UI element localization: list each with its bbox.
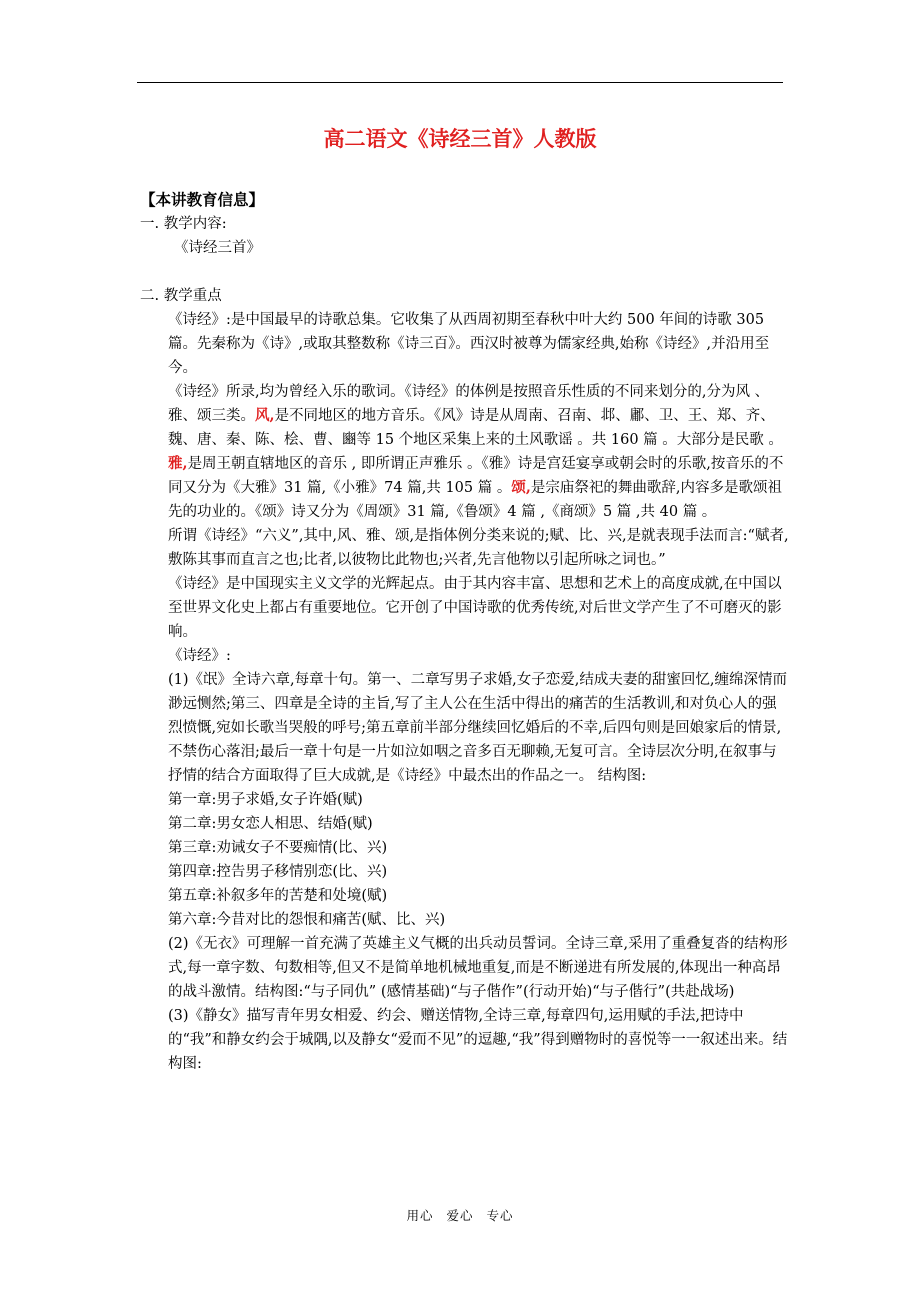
- part1-heading: 一. 教学内容:: [140, 216, 227, 232]
- page-title: 高二语文《诗经三首》人教版: [323, 126, 597, 151]
- paragraph-mang: (1)《氓》全诗六章,每章十句。第一、二章写男子求婚,女子恋爱,结成夫妻的甜蜜回忆,缠绵深情而渺远恻然;第三、四章是全诗的主旨,写了主人公在生活中得出的痛苦的生活教训,和对负心人的强烈愤慨,宛如长歌当哭般的呼号;第五章前半部分继续回忆婚后的不幸,后四句则是回娘家后的情景,不禁伤心落泪;最后一章十句是一片如泣如咽之音多百无聊赖,无复可言。全诗层次分明,在叙事与抒情的结合方面取得了巨大成就,是《诗经》中最杰出的作品之一。 结构图:: [168, 672, 787, 784]
- chapter-item: 第六章:今昔对比的怨恨和痛苦(赋、比、兴): [168, 912, 446, 928]
- chapter-item: 第四章:控告男子移情别恋(比、兴): [168, 864, 388, 880]
- feng-label: 风,: [255, 407, 275, 424]
- classification-text-b: 是不同地区的地方音乐。《风》诗是从周南、召南、邶、鄘、卫、王、郑、齐、魏、唐、秦、陈、桧、曹、豳等 15 个地区采集上来的土风歌谣 。共 160 篇 。大部分是民歌 。: [168, 408, 783, 448]
- document-body: [140, 188, 790, 1076]
- song-label: 颂,: [511, 479, 531, 496]
- classification-text-c: 是周王朝直辖地区的音乐 , 即所谓正声雅乐 。《雅》诗是宫廷宴享或朝会时的乐歌,按音乐的不同又分为《大雅》31 篇,《小雅》74 篇,共 105 篇 。: [168, 456, 784, 496]
- paragraph-intro: 《诗经》:是中国最早的诗歌总集。它收集了从西周初期至春秋中叶大约 500 年间的诗歌 305 篇。先秦称为《诗》,或取其整数称《诗三百》。西汉时被尊为儒家经典,始称《诗经》,并沿用至今。: [168, 312, 770, 376]
- paragraph-significance: 《诗经》是中国现实主义文学的光辉起点。由于其内容丰富、思想和艺术上的高度成就,在中国以至世界文化史上都占有重要地位。它开创了中国诗歌的优秀传统,对后世文学产生了不可磨灭的影响。: [168, 576, 782, 640]
- chapter-item: 第一章:男子求婚,女子许婚(赋): [168, 792, 363, 808]
- chapter-item: 第二章:男女恋人相思、结婚(赋): [168, 816, 373, 832]
- part2-heading: 二. 教学重点: [140, 288, 222, 304]
- section-header: 【本讲教育信息】: [140, 190, 265, 209]
- footer-word: 专心: [486, 1208, 514, 1223]
- chapter-item: 第五章:补叙多年的苦楚和处境(赋): [168, 888, 388, 904]
- classification-text-d: 是宗庙祭祀的舞曲歌辞,内容多是歌颂祖先的功业的。《颂》诗又分为《周颂》31 篇,《鲁颂》4 篇 ,《商颂》5 篇 ,共 40 篇 。: [168, 480, 783, 520]
- ya-label: 雅,: [168, 455, 188, 472]
- header-rule: [137, 82, 783, 83]
- part1-text: 《诗经三首》: [174, 240, 261, 256]
- footer-word: 用心: [406, 1208, 434, 1223]
- paragraph-classification: [140, 380, 790, 524]
- spacer: [140, 260, 790, 284]
- paragraph-six-principles: 所谓《诗经》“六义”,其中,风、雅、颂,是指体例分类来说的;赋、比、兴,是就表现手法而言:“赋者,敷陈其事而直言之也;比者,以彼物比此物也;兴者,先言他物以引起所咏之词也。”: [168, 528, 789, 568]
- page-footer: [0, 1206, 920, 1224]
- shijing-label: 《诗经》:: [168, 648, 231, 664]
- paragraph-wuyi: (2)《无衣》可理解一首充满了英雄主义气概的出兵动员誓词。全诗三章,采用了重叠复沓的结构形式,每一章字数、句数相等,但又不是简单地机械地重复,而是不断递进有所发展的,体现出一种高昂的战斗激情。结构图:“与子同仇” (感情基础)“与子偕作”(行动开始)“与子偕行”(共赴战场): [168, 936, 788, 1000]
- footer-word: 爱心: [446, 1208, 474, 1223]
- paragraph-jingnv: (3)《静女》描写青年男女相爱、约会、赠送情物,全诗三章,每章四句,运用赋的手法,把诗中的“我”和静女约会于城隅,以及静女“爱而不见”的逗趣,“我”得到赠物时的喜悦等一一叙述出来。结构图:: [168, 1008, 788, 1072]
- classification-text-a: 《诗经》所录,均为曾经入乐的歌词。《诗经》的体例是按照音乐性质的不同来划分的,分为风 、雅、颂三类。: [168, 384, 770, 424]
- chapter-item: 第三章:劝诫女子不要痴情(比、兴): [168, 840, 388, 856]
